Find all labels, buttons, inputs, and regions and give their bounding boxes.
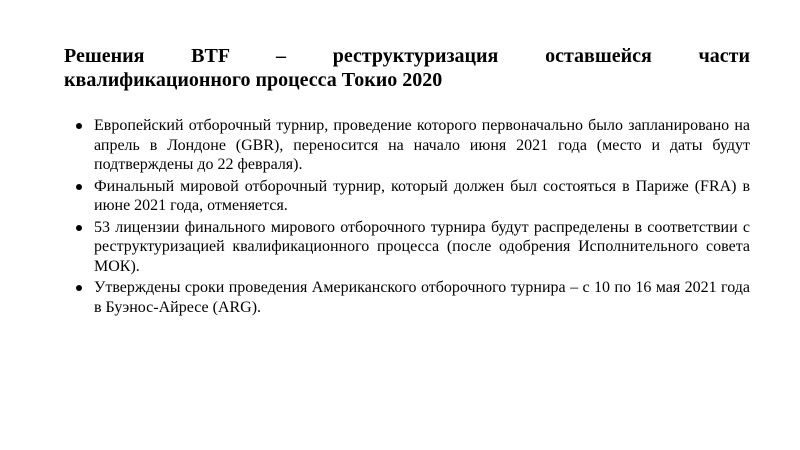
slide-title-line-2: квалификационного процесса Токио 2020 [64, 69, 443, 91]
bullet-dot-icon [76, 285, 82, 291]
bullet-text: 53 лицензии финального мирового отборочного турнира будут распределены в соответствии с реструктуризацией квалификационного процесса (после одобрения Исполнительного совета МОК). [94, 218, 750, 275]
bullet-text: Европейский отборочный турнир, проведение которого первоначально было запланировано на апрель в Лондоне (GBR), переносится на начало июня 2021 года (место и даты будут подтверждены до 22 февраля). [94, 117, 750, 173]
bullet-text: Утверждены сроки проведения Американского отборочного турнира – с 10 по 16 мая 2021 года в Буэнос-Айресе (ARG). [94, 279, 750, 316]
bullet-dot-icon [76, 123, 82, 129]
bullet-dot-icon [76, 225, 82, 231]
bullet-item-licenses-redistribution [70, 218, 750, 277]
slide-title [64, 44, 750, 92]
bullet-list [70, 116, 750, 319]
bullet-item-world-qualifier-cancelled [70, 177, 750, 216]
bullet-text: Финальный мировой отборочный турнир, который должен был состояться в Париже (FRA) в июне 2021 года, отменяется. [94, 177, 750, 214]
slide-title-line-1: Решения BTF – реструктуризация оставшейся части [64, 45, 750, 67]
bullet-item-americas-qualifier [70, 278, 750, 317]
bullet-dot-icon [76, 184, 82, 190]
bullet-item-european-qualifier [70, 116, 750, 175]
